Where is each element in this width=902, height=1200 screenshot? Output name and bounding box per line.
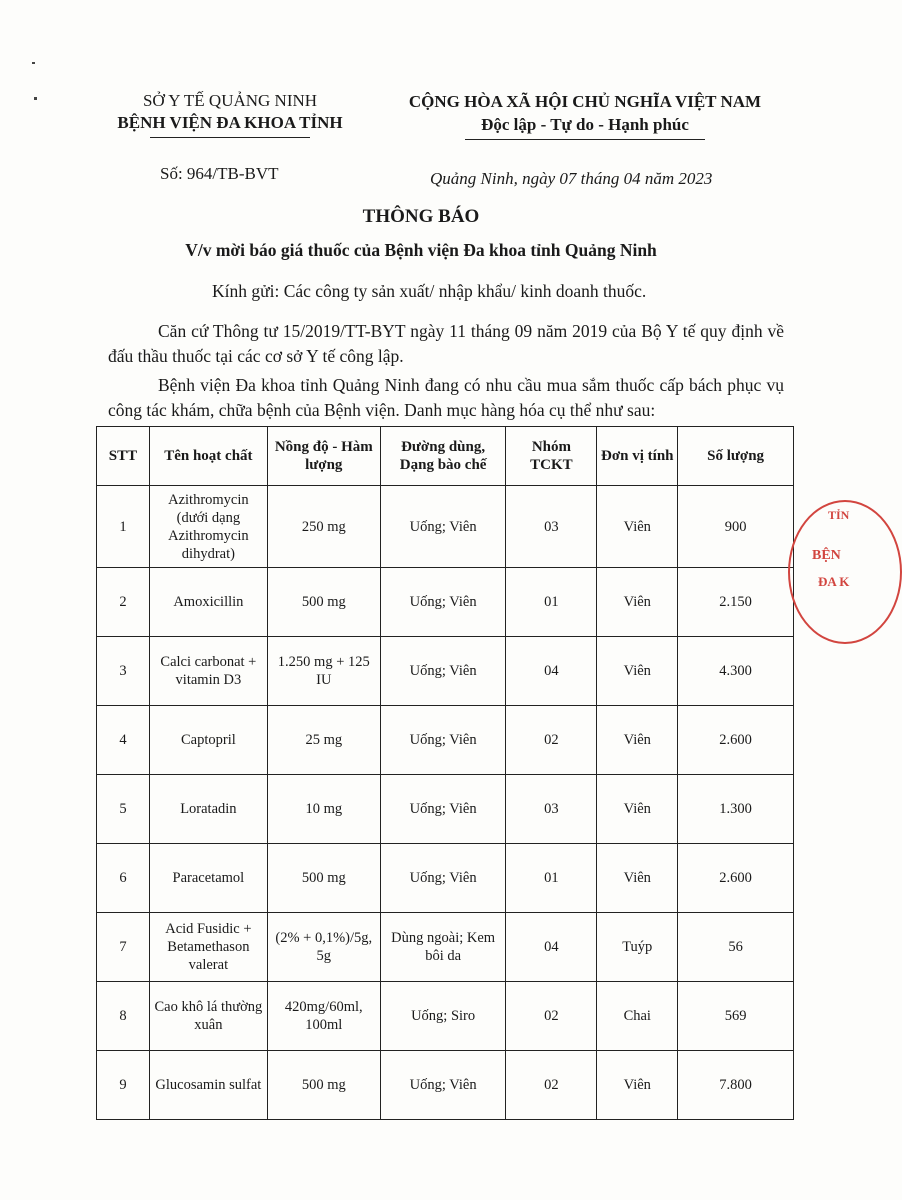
cell-stt: 9 [97, 1051, 150, 1120]
cell-route-form: Uống; Viên [380, 568, 506, 637]
cell-quantity: 900 [678, 486, 794, 568]
cell-unit: Viên [597, 637, 678, 706]
cell-strength: 420mg/60ml, 100ml [267, 982, 380, 1051]
cell-quantity: 569 [678, 982, 794, 1051]
cell-stt: 5 [97, 775, 150, 844]
cell-group: 01 [506, 568, 597, 637]
cell-stt: 4 [97, 706, 150, 775]
cell-active-ingredient: Loratadin [149, 775, 267, 844]
cell-strength: 500 mg [267, 844, 380, 913]
paragraph-legal-basis: Căn cứ Thông tư 15/2019/TT-BYT ngày 11 tháng 09 năm 2019 của Bộ Y tế quy định về đấu thầu thuốc tại các cơ sở Y tế công lập. [108, 321, 784, 366]
table-row [97, 486, 794, 568]
date-line: Quảng Ninh, ngày 07 tháng 04 năm 2023 [430, 169, 713, 188]
table-row [97, 706, 794, 775]
document-subtitle: V/v mời báo giá thuốc của Bệnh viện Đa khoa tỉnh Quảng Ninh [185, 240, 657, 260]
red-seal-stamp [788, 500, 902, 644]
header-unit: Đơn vị tính [597, 427, 678, 486]
cell-stt: 1 [97, 486, 150, 568]
stamp-text: BỆN [812, 548, 841, 563]
cell-route-form: Dùng ngoài; Kem bôi da [380, 913, 506, 982]
table-row [97, 913, 794, 982]
cell-active-ingredient: Acid Fusidic + Betamethason valerat [149, 913, 267, 982]
cell-active-ingredient: Calci carbonat + vitamin D3 [149, 637, 267, 706]
cell-quantity: 56 [678, 913, 794, 982]
cell-strength: 25 mg [267, 706, 380, 775]
cell-group: 03 [506, 775, 597, 844]
cell-strength: (2% + 0,1%)/5g, 5g [267, 913, 380, 982]
table-row [97, 568, 794, 637]
cell-group: 01 [506, 844, 597, 913]
cell-quantity: 7.800 [678, 1051, 794, 1120]
cell-stt: 7 [97, 913, 150, 982]
table-row [97, 1051, 794, 1120]
cell-stt: 3 [97, 637, 150, 706]
cell-strength: 500 mg [267, 568, 380, 637]
paragraph-request: Bệnh viện Đa khoa tỉnh Quảng Ninh đang có nhu cầu mua sắm thuốc cấp bách phục vụ công tác khám, chữa bệnh của Bệnh viện. Danh mục hàng hóa cụ thể như sau: [108, 375, 784, 420]
header-quantity: Số lượng [678, 427, 794, 486]
cell-group: 04 [506, 637, 597, 706]
cell-strength: 10 mg [267, 775, 380, 844]
cell-unit: Viên [597, 706, 678, 775]
cell-active-ingredient: Cao khô lá thường xuân [149, 982, 267, 1051]
cell-active-ingredient: Glucosamin sulfat [149, 1051, 267, 1120]
cell-group: 04 [506, 913, 597, 982]
cell-group: 02 [506, 1051, 597, 1120]
cell-unit: Viên [597, 568, 678, 637]
cell-unit: Viên [597, 844, 678, 913]
motto: Độc lập - Tự do - Hạnh phúc [481, 115, 689, 134]
cell-active-ingredient: Azithromycin (dưới dạng Azithromycin dihydrat) [149, 486, 267, 568]
country-name: CỘNG HÒA XÃ HỘI CHỦ NGHĨA VIỆT NAM [408, 92, 762, 111]
table-row [97, 775, 794, 844]
cell-active-ingredient: Captopril [149, 706, 267, 775]
header-active-ingredient: Tên hoạt chất [149, 427, 267, 486]
cell-active-ingredient: Paracetamol [149, 844, 267, 913]
medicine-table [96, 426, 794, 1120]
document-number: Số: 964/TB-BVT [160, 164, 279, 183]
cell-stt: 2 [97, 568, 150, 637]
cell-group: 03 [506, 486, 597, 568]
issuing-organization [95, 90, 365, 138]
cell-quantity: 2.600 [678, 844, 794, 913]
cell-route-form: Uống; Viên [380, 844, 506, 913]
table-row [97, 982, 794, 1051]
cell-route-form: Uống; Viên [380, 706, 506, 775]
cell-unit: Viên [597, 1051, 678, 1120]
cell-active-ingredient: Amoxicillin [149, 568, 267, 637]
cell-strength: 500 mg [267, 1051, 380, 1120]
cell-route-form: Uống; Siro [380, 982, 506, 1051]
cell-quantity: 2.150 [678, 568, 794, 637]
header-group: Nhóm TCKT [506, 427, 597, 486]
motto-underline [465, 139, 705, 140]
header-route-form: Đường dùng, Dạng bào chế [380, 427, 506, 486]
cell-unit: Viên [597, 775, 678, 844]
cell-quantity: 1.300 [678, 775, 794, 844]
cell-quantity: 4.300 [678, 637, 794, 706]
header-strength: Nồng độ - Hàm lượng [267, 427, 380, 486]
scan-speck [32, 62, 35, 64]
cell-strength: 250 mg [267, 486, 380, 568]
cell-route-form: Uống; Viên [380, 1051, 506, 1120]
cell-route-form: Uống; Viên [380, 486, 506, 568]
cell-group: 02 [506, 982, 597, 1051]
cell-group: 02 [506, 706, 597, 775]
org-underline [150, 137, 310, 138]
cell-unit: Tuýp [597, 913, 678, 982]
table-row [97, 844, 794, 913]
cell-quantity: 2.600 [678, 706, 794, 775]
cell-stt: 8 [97, 982, 150, 1051]
cell-unit: Viên [597, 486, 678, 568]
scan-speck [34, 97, 37, 100]
cell-strength: 1.250 mg + 125 IU [267, 637, 380, 706]
table-row [97, 637, 794, 706]
table-header-row [97, 427, 794, 486]
cell-unit: Chai [597, 982, 678, 1051]
org-line-2: BỆNH VIỆN ĐA KHOA TỈNH [117, 113, 343, 132]
stamp-text: TỈN [828, 508, 850, 522]
header-stt: STT [97, 427, 150, 486]
stamp-text: ĐA K [818, 574, 850, 589]
recipient-line: Kính gửi: Các công ty sản xuất/ nhập khẩu/ kinh doanh thuốc. [212, 281, 647, 301]
cell-stt: 6 [97, 844, 150, 913]
national-motto [380, 90, 790, 140]
document-title: THÔNG BÁO [362, 206, 480, 227]
cell-route-form: Uống; Viên [380, 775, 506, 844]
cell-route-form: Uống; Viên [380, 637, 506, 706]
org-line-1: SỞ Y TẾ QUẢNG NINH [142, 91, 318, 110]
